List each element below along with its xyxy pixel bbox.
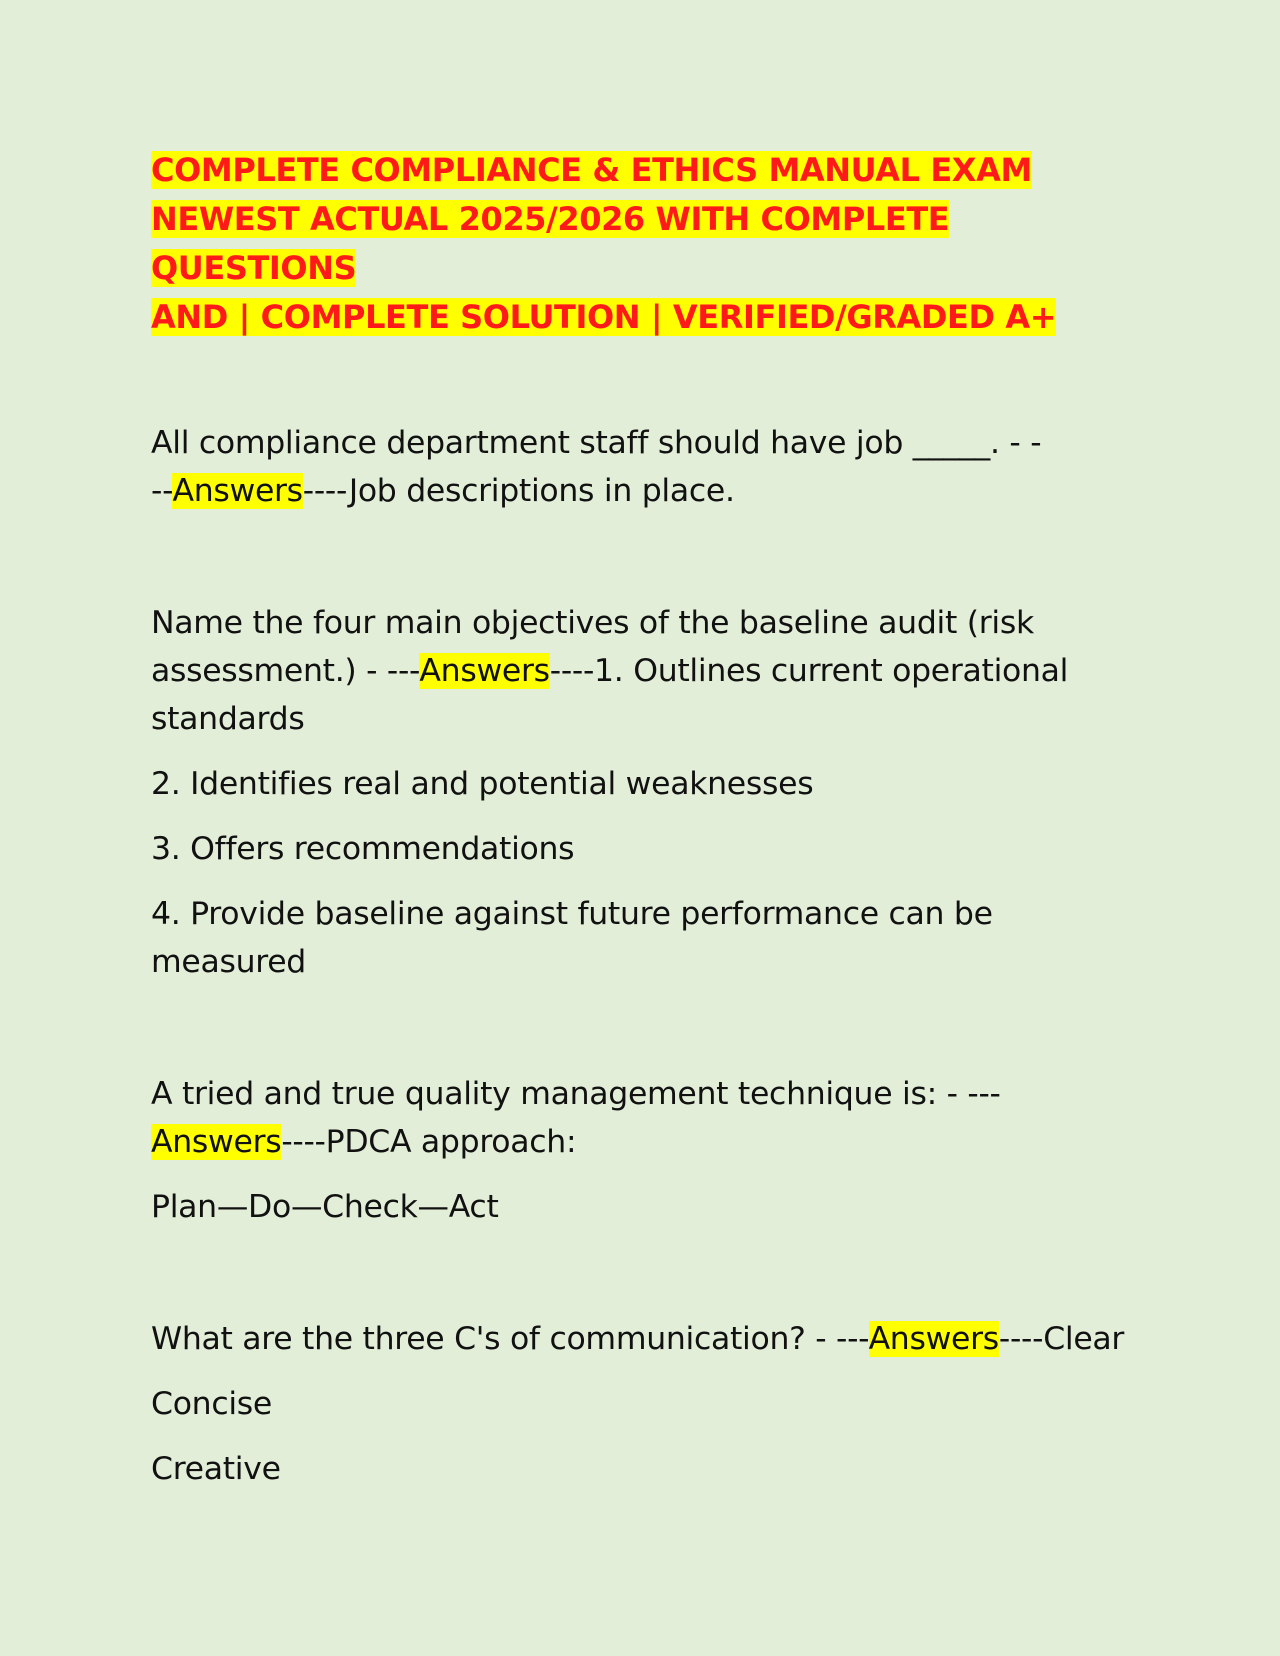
answer-text: Clear xyxy=(1043,1321,1125,1357)
title-line-1: COMPLETE COMPLIANCE & ETHICS MANUAL EXAM xyxy=(151,151,1032,189)
answers-label: Answers xyxy=(419,653,550,689)
qa-item-2 xyxy=(151,599,1131,986)
answer-text: 1. Outlines current operational standards xyxy=(151,653,1069,737)
answer-line: Plan—Do—Check—Act xyxy=(151,1189,499,1225)
qa-item-3 xyxy=(151,1070,1131,1231)
document-content xyxy=(151,146,1131,1493)
answer-separator: ---- xyxy=(998,1321,1044,1357)
answers-label: Answers xyxy=(868,1321,999,1357)
answer-separator: ---- xyxy=(281,1124,326,1160)
answers-label: Answers xyxy=(151,1124,282,1160)
answer-text: PDCA approach: xyxy=(325,1124,577,1160)
document-title xyxy=(151,146,1131,342)
answer-line: 2. Identifies real and potential weaknesses xyxy=(151,766,814,802)
question-text: A tried and true quality management technique is: - --- xyxy=(151,1076,1001,1112)
answer-separator: ---- xyxy=(549,653,595,689)
question-text: What are the three C's of communication? - --- xyxy=(151,1321,869,1357)
question-text: Name the four main objectives of the baseline audit (risk assessment.) - --- xyxy=(151,605,1034,689)
question-text: All compliance department staff should have job _____. - - xyxy=(151,425,1042,461)
qa-item-1 xyxy=(151,419,1131,515)
answer-text: Job descriptions in place. xyxy=(348,473,735,509)
answer-prefix: -- xyxy=(151,473,173,509)
answer-line: 4. Provide baseline against future performance can be measured xyxy=(151,896,993,980)
answer-line: Concise xyxy=(151,1386,272,1422)
answer-line: 3. Offers recommendations xyxy=(151,831,575,867)
title-line-3: AND | COMPLETE SOLUTION | VERIFIED/GRADED A+ xyxy=(151,298,1057,336)
qa-item-4 xyxy=(151,1315,1131,1493)
title-line-2: NEWEST ACTUAL 2025/2026 WITH COMPLETE QUESTIONS xyxy=(151,200,950,287)
answer-line: Creative xyxy=(151,1451,281,1487)
answers-label: Answers xyxy=(172,473,303,509)
answer-separator: ---- xyxy=(302,473,349,509)
